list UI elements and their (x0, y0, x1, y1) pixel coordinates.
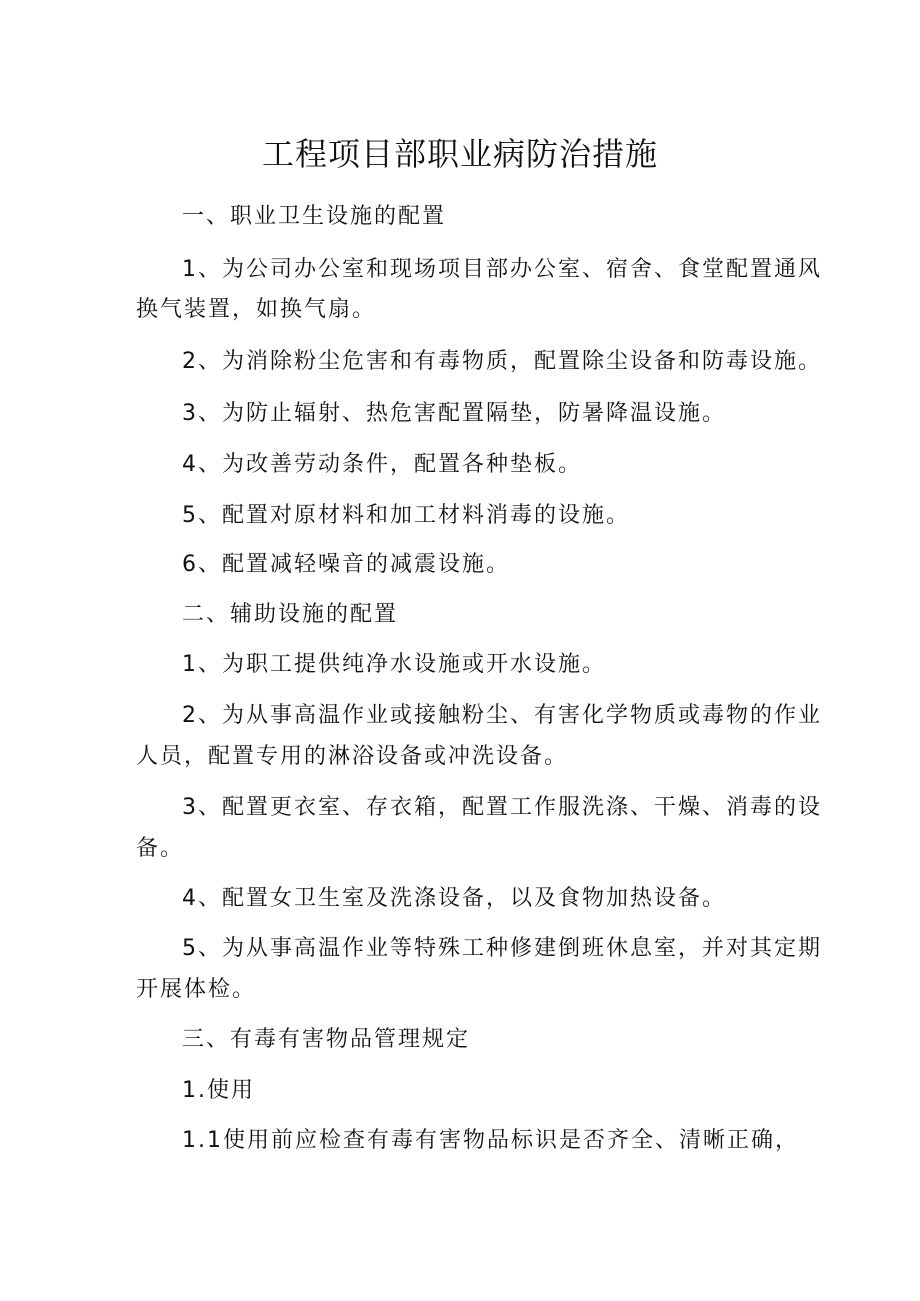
section-heading-1: 一、职业卫生设施的配置 (182, 204, 447, 229)
paragraph-line: 开展体检。 (136, 977, 257, 1002)
paragraph-line: 换气装置，如换气扇。 (136, 297, 377, 322)
paragraph-line: 人员，配置专用的淋浴设备或冲洗设备。 (136, 744, 569, 769)
subsection-heading: 1.使用 (182, 1078, 255, 1103)
paragraph-line: 3、为防止辐射、热危害配置隔垫，防暑降温设施。 (182, 401, 726, 426)
paragraph-line: 备。 (136, 836, 185, 861)
paragraph-line: 4、为改善劳动条件，配置各种垫板。 (182, 452, 582, 477)
paragraph-line: 2、为从事高温作业或接触粉尘、有害化学物质或毒物的作业 (182, 703, 822, 728)
section-heading-2: 二、辅助设施的配置 (182, 602, 399, 627)
paragraph-line: 1、为公司办公室和现场项目部办公室、宿舍、食堂配置通风 (182, 257, 822, 282)
paragraph-line: 6、配置减轻噪音的减震设施。 (182, 552, 510, 577)
paragraph-line: 1、为职工提供纯净水设施或开水设施。 (182, 652, 606, 677)
paragraph-line: 5、配置对原材料和加工材料消毒的设施。 (182, 503, 630, 528)
section-heading-3: 三、有毒有害物品管理规定 (182, 1027, 471, 1052)
page-title: 工程项目部职业病防治措施 (261, 135, 658, 173)
paragraph-line: 4、配置女卫生室及洗涤设备，以及食物加热设备。 (182, 886, 726, 911)
paragraph-line: 1.1使用前应检查有毒有害物品标识是否齐全、清晰正确， (182, 1128, 799, 1153)
paragraph-line: 3、配置更衣室、存衣箱，配置工作服洗涤、干燥、消毒的设 (182, 795, 822, 820)
paragraph-line: 2、为消除粉尘危害和有毒物质，配置除尘设备和防毒设施。 (182, 349, 822, 374)
paragraph-line: 5、为从事高温作业等特殊工种修建倒班休息室，并对其定期 (182, 936, 822, 961)
